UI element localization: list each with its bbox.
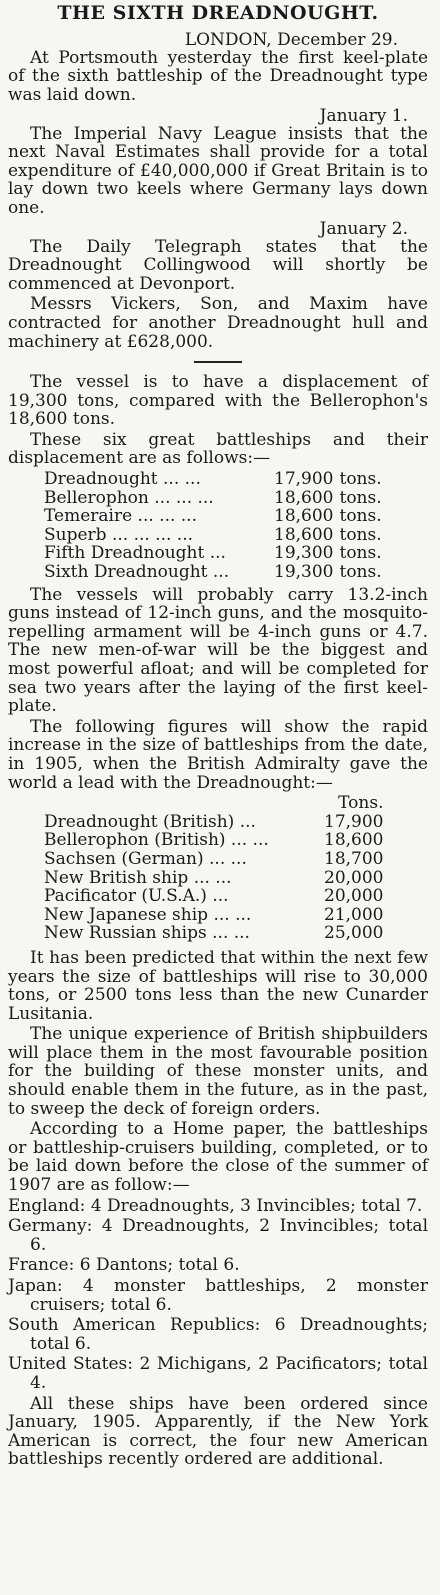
ship-name: Sixth Dreadnought ... — [44, 562, 230, 583]
ship-name: Dreadnought (British) ... — [44, 811, 256, 832]
ship-tons: 17,900 — [324, 811, 384, 832]
paragraph: The Imperial Navy League insists that the next Naval Estimates shall provide for a total expenditure of £40,000,000 if Great Britain is to lay down two keels where Germany lays down one. — [8, 123, 428, 218]
article — [8, 0, 428, 1469]
fleet-entry: France: 6 Dantons; total 6. — [8, 1255, 240, 1276]
ship-tons: 20,000 — [324, 886, 384, 907]
paragraph: The unique experience of British shipbuilders will place them in the most favourable position for the building of these monster units, and should enable them in the future, as in the past, to sweep the deck of foreign orders. — [8, 1024, 428, 1119]
fleet-entry: United States: 2 Michigans, 2 Pacificators; total 4. — [8, 1354, 428, 1393]
table-row — [44, 563, 382, 582]
table-row — [44, 544, 382, 563]
tons-column-header: Tons. — [338, 793, 384, 814]
section-divider — [194, 361, 242, 363]
ship-name: Bellerophon ... ... ... — [44, 487, 214, 508]
table-header-row — [44, 794, 383, 813]
dispatches — [8, 31, 428, 351]
ship-tons: 19,300 — [274, 562, 334, 583]
ship-name: Superb ... ... ... ... — [44, 524, 194, 545]
table-row — [44, 470, 382, 489]
table-row — [44, 526, 382, 545]
fleet-entry: Germany: 4 Dreadnoughts, 2 Invincibles; total 6. — [8, 1216, 428, 1255]
ship-tons: 18,700 — [324, 848, 384, 869]
dateline: LONDON, December 29. — [184, 29, 398, 50]
ship-name: New Russian ships ... ... — [44, 923, 250, 944]
table-row — [44, 850, 383, 869]
paragraph: The Daily Telegraph states that the Dreadnought Collingwood will shortly be commenced at Devonport. — [8, 236, 428, 294]
ship-name: Bellerophon (British) ... ... — [44, 830, 269, 851]
ship-unit: tons. — [339, 524, 382, 545]
fleet-entry: England: 4 Dreadnoughts, 3 Invincibles; total 7. — [8, 1195, 423, 1216]
displacement-table — [44, 470, 382, 582]
ship-name: Dreadnought ... ... — [44, 469, 201, 490]
paragraph: These six great battleships and their displacement are as follows:— — [8, 429, 428, 469]
battleship-size-table — [44, 794, 383, 943]
ship-unit: tons. — [339, 543, 382, 564]
dateline: January 2. — [319, 218, 408, 239]
ship-name: Pacificator (U.S.A.) ... — [44, 886, 229, 907]
ship-tons: 17,900 — [274, 469, 334, 490]
ship-tons: 20,000 — [324, 867, 384, 888]
ship-tons: 25,000 — [324, 923, 384, 944]
table-row — [44, 813, 383, 832]
paragraph: At Portsmouth yesterday the first keel-plate of the sixth battleship of the Dreadnought type was laid down. — [8, 47, 428, 105]
article-title: THE SIXTH DREADNOUGHT. — [57, 2, 379, 24]
ship-name: Temeraire ... ... ... — [44, 506, 197, 527]
ship-unit: tons. — [339, 469, 382, 490]
ship-tons: 18,600 — [274, 506, 334, 527]
table-row — [44, 887, 383, 906]
paragraph: The vessels will probably carry 13.2-inch guns instead of 12-inch guns, and the mosquito-repelling armament will be 4-inch guns or 4.7. The new men-of-war will be the biggest and most powerful afloat; and will be completed for sea two years after the laying of the first keel-plate. — [8, 584, 428, 717]
ship-unit: tons. — [339, 506, 382, 527]
dateline: January 1. — [319, 105, 408, 126]
table-row — [44, 924, 383, 943]
fleet-entry: Japan: 4 monster battleships, 2 monster cruisers; total 6. — [8, 1276, 428, 1315]
ship-tons: 18,600 — [274, 487, 334, 508]
table-row — [44, 507, 382, 526]
ship-name: New Japanese ship ... ... — [44, 904, 252, 925]
ship-unit: tons. — [339, 562, 382, 583]
table-row — [44, 831, 383, 850]
paragraph: It has been predicted that within the next few years the size of battleships will rise to 30,000 tons, or 2500 tons less than the new Cunarder Lusitania. — [8, 947, 428, 1024]
paragraph: All these ships have been ordered since January, 1905. Apparently, if the New York American is correct, the four new American battleships recently ordered are additional. — [8, 1393, 428, 1470]
table-row — [44, 869, 383, 888]
ship-tons: 19,300 — [274, 543, 334, 564]
paragraph: The vessel is to have a displacement of 19,300 tons, compared with the Bellerophon's 18,600 tons. — [8, 372, 428, 430]
ship-tons: 21,000 — [324, 904, 384, 925]
ship-unit: tons. — [339, 487, 382, 508]
table-row — [44, 489, 382, 508]
ship-name: Sachsen (German) ... ... — [44, 848, 247, 869]
fleet-entry: South American Republics: 6 Dreadnoughts; total 6. — [8, 1315, 428, 1354]
ship-name: New British ship ... ... — [44, 867, 232, 888]
paragraph: The following figures will show the rapid increase in the size of battleships from the date, in 1905, when the British Admiralty gave the world a lead with the Dreadnought:— — [8, 716, 428, 793]
table-row — [44, 906, 383, 925]
paragraph: Messrs Vickers, Son, and Maxim have contracted for another Dreadnought hull and machinery at £628,000. — [8, 294, 428, 352]
ship-tons: 18,600 — [274, 524, 334, 545]
ship-name: Fifth Dreadnought ... — [44, 543, 226, 564]
ship-tons: 18,600 — [324, 830, 384, 851]
paragraph: According to a Home paper, the battleships or battleship-cruisers building, completed, or to be laid down before the close of the summer of 1907 are as follow:— — [8, 1119, 428, 1196]
